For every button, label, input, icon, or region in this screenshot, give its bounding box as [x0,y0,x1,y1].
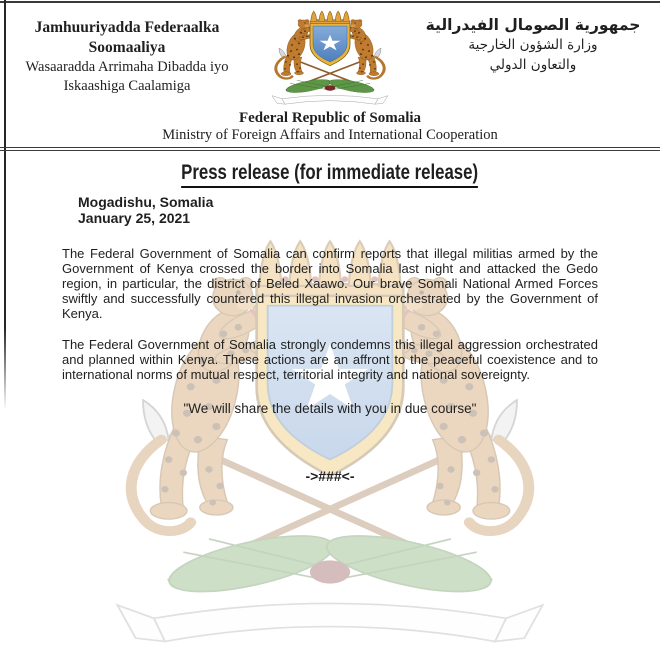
header-separator-rule [0,147,660,151]
letterhead-arabic [406,6,660,76]
dateline-date: January 25, 2021 [78,209,191,226]
letterhead [0,0,660,108]
body-paragraph-1: The Federal Government of Somalia can confirm reports that illegal militias armed by the Government of Kenya crossed the border into Somalia last night and attacked the Gedo region, in particular, the district of Beled Xaawo. Our brave Somali National Armed Forces swiftly and successfully countered this illegal invasion orchestrated by the Government of Kenya. [62,246,598,321]
document-body [0,161,660,484]
dateline [78,195,598,226]
arabic-republic-line: جمهورية الصومال الفيدرالية [425,16,641,34]
somali-ministry-line2: Iskaashiga Caalamiga [63,78,191,95]
letterhead-english [0,110,660,144]
body-paragraph-2: The Federal Government of Somalia strongly condemns this illegal aggression orchestrated and planned within Kenya. These actions are an affront to the peaceful coexistence and to international norms of mutual respect, territorial integrity and national sovereignty. [62,337,598,382]
arabic-ministry-line: وزارة الشؤون الخارجية [468,37,598,54]
somalia-coat-of-arms [255,8,405,108]
end-marker: ->###<- [305,468,355,484]
letterhead-somali [0,6,254,96]
english-ministry-line: Ministry of Foreign Affairs and International Cooperation [162,127,498,143]
somali-ministry-line: Wasaaradda Arrimaha Dibadda iyo [25,59,229,76]
arabic-ministry-line2: والتعاون الدولي [489,57,577,74]
english-republic-line: Federal Republic of Somalia [238,110,422,126]
quote-line: "We will share the details with you in due course" [183,401,477,416]
emblem-column [254,6,406,108]
dateline-city: Mogadishu, Somalia [78,194,214,210]
somali-republic-line: Jamhuuriyadda Federaalka Soomaaliya [34,19,220,57]
press-release-title: Press release (for immediate release) [182,161,479,188]
